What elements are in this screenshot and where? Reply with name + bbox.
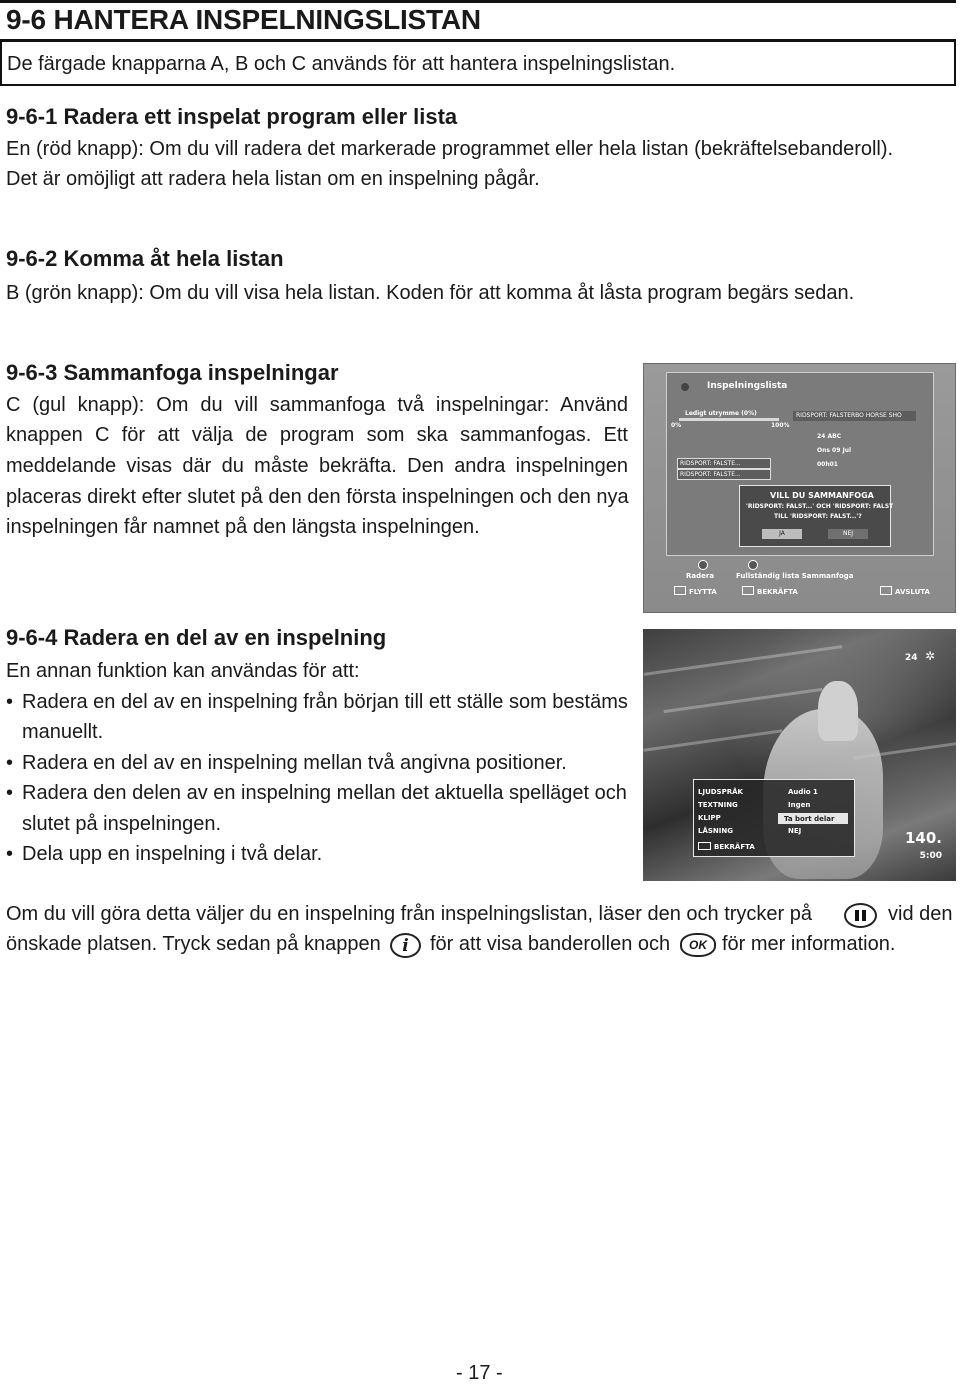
menu-label: KLIPP [698, 814, 721, 822]
free-space-bar [679, 418, 779, 421]
legend-b: Fullständig lista Sammanfoga [736, 572, 854, 580]
closing-text: vid den [888, 903, 953, 925]
page-number: - 17 - [456, 1362, 503, 1384]
legend-exit-label: AVSLUTA [895, 588, 930, 596]
scale-min: 0% [671, 422, 682, 429]
legend-a: Radera [686, 572, 715, 580]
menu-label: LÅSNING [698, 827, 733, 835]
dialog-line: 'RIDSPORT: FALST...' OCH 'RIDSPORT: FALST [746, 503, 894, 510]
recordings-list-screenshot [643, 363, 956, 613]
playback-subtime: 5:00 [919, 851, 942, 861]
legend-exit [880, 586, 930, 596]
menu-value[interactable]: Audio 1 [788, 788, 818, 796]
recordings-title: Inspelningslista [707, 381, 788, 391]
recording-row[interactable]: RIDSPORT: FALSTE... [677, 458, 771, 469]
banner-menu [693, 779, 855, 857]
section-text: inspelningen får namnet på den längsta inspelningen. [6, 516, 480, 538]
section-heading: 9-6-2 Komma åt hela listan [6, 246, 284, 271]
confirm-legend [698, 842, 755, 851]
motion-streak [664, 688, 823, 713]
section-heading: 9-6-4 Radera en del av en inspelning [6, 625, 387, 650]
menu-label: LJUDSPRÅK [698, 788, 743, 796]
info-date: Ons 09 Jul [817, 447, 852, 454]
page-title: 9-6 HANTERA INSPELNINGSLISTAN [6, 4, 481, 35]
menu-value-selected[interactable]: Ta bort delar [784, 815, 835, 823]
section-text: knappen C för att välja de program som ska sammanfogas. Ett [6, 424, 628, 446]
list-item: Radera den delen av en inspelning mellan det aktuella spelläget och [22, 782, 627, 804]
section-text: Det är omöjligt att radera hela listan om en inspelning pågår. [6, 168, 540, 190]
list-item: Dela upp en inspelning i två delar. [22, 843, 323, 865]
info-channel: 24 ABC [817, 433, 842, 440]
record-icon [681, 383, 689, 391]
dialog-no-button[interactable]: NEJ [828, 529, 868, 539]
section-text: C (gul knapp): Om du vill sammanfoga två inspelningar: Använd [6, 394, 628, 416]
intro-box [0, 42, 956, 86]
section-heading: 9-6-3 Sammanfoga inspelningar [6, 360, 339, 385]
rider-image [818, 681, 858, 741]
section-text: meddelande visas där du måste bekräfta. Den andra inspelningen [6, 455, 628, 477]
info-title: RIDSPORT: FALSTERBO HORSE SHO [793, 411, 916, 421]
merge-dialog [739, 485, 894, 547]
dialog-title: VILL DU SAMMANFOGA [770, 491, 874, 500]
dialog-yes-button[interactable]: JA [762, 529, 802, 539]
section-intro: En annan funktion kan användas för att: [6, 660, 360, 682]
info-key-icon: i [390, 933, 421, 958]
closing-text: önskade platsen. Tryck sedan på knappen [6, 933, 381, 955]
dialog-line: TILL 'RIDSPORT: FALST...'? [774, 513, 862, 520]
playback-banner-screenshot [643, 629, 956, 881]
free-space-label: Ledigt utrymme (0%) [685, 410, 757, 417]
ok-key-icon: OK [680, 933, 716, 957]
channel-number: 24 [905, 653, 918, 663]
bullet-icon: • [6, 691, 14, 713]
section-text: B (grön knapp): Om du vill visa hela listan. Koden för att komma åt låsta program begärs sedan. [6, 282, 855, 304]
button-a-icon [698, 560, 708, 570]
section-heading: 9-6-1 Radera ett inspelat program eller lista [6, 104, 458, 129]
playback-time: 140. [904, 829, 942, 847]
info-duration: 00h01 [817, 461, 838, 468]
move-key-icon [674, 586, 686, 595]
menu-label: TEXTNING [698, 801, 738, 809]
legend-confirm [742, 586, 798, 596]
legend-confirm-label: BEKRÄFTA [757, 588, 798, 596]
closing-text: Om du vill göra detta väljer du en inspelning från inspelningslistan, läser den och trycker på [6, 903, 812, 925]
menu-value[interactable]: Ingen [788, 801, 811, 809]
button-b-icon [748, 560, 758, 570]
closing-text: för mer information. [722, 933, 896, 955]
intro-text: De färgade knapparna A, B och C används för att hantera inspelningslistan. [7, 53, 676, 75]
motion-streak [643, 729, 782, 751]
list-item-continued: slutet på inspelningen. [22, 813, 222, 835]
list-item-continued: manuellt. [22, 721, 104, 743]
page-title-bar [0, 0, 956, 42]
confirm-label: BEKRÄFTA [714, 843, 755, 851]
legend-move-label: FLYTTA [689, 588, 717, 596]
scale-max: 100% [771, 422, 790, 429]
closing-text: för att visa banderollen och [430, 933, 671, 955]
motion-streak [644, 645, 842, 676]
legend-move [674, 586, 717, 596]
ok-key-icon [742, 586, 754, 595]
exit-key-icon [880, 586, 892, 595]
pause-key-icon [844, 903, 877, 928]
list-item: Radera en del av en inspelning mellan två angivna positioner. [22, 752, 567, 774]
recordings-panel [666, 372, 934, 556]
ok-key-icon [698, 842, 711, 850]
bullet-icon: • [6, 843, 14, 865]
section-text: En (röd knapp): Om du vill radera det markerade programmet eller hela listan (bekräftelsebanderoll). [6, 138, 894, 160]
list-item: Radera en del av en inspelning från början till ett ställe som bestäms [22, 691, 628, 713]
section-text: placeras direkt efter slutet på den den första inspelningen och den nya [6, 486, 629, 508]
menu-value[interactable]: NEJ [788, 827, 802, 835]
channel-logo-icon: ✲ [925, 649, 936, 663]
recording-row[interactable]: RIDSPORT: FALSTE... [677, 469, 771, 480]
bullet-icon: • [6, 752, 14, 774]
bullet-icon: • [6, 782, 14, 804]
